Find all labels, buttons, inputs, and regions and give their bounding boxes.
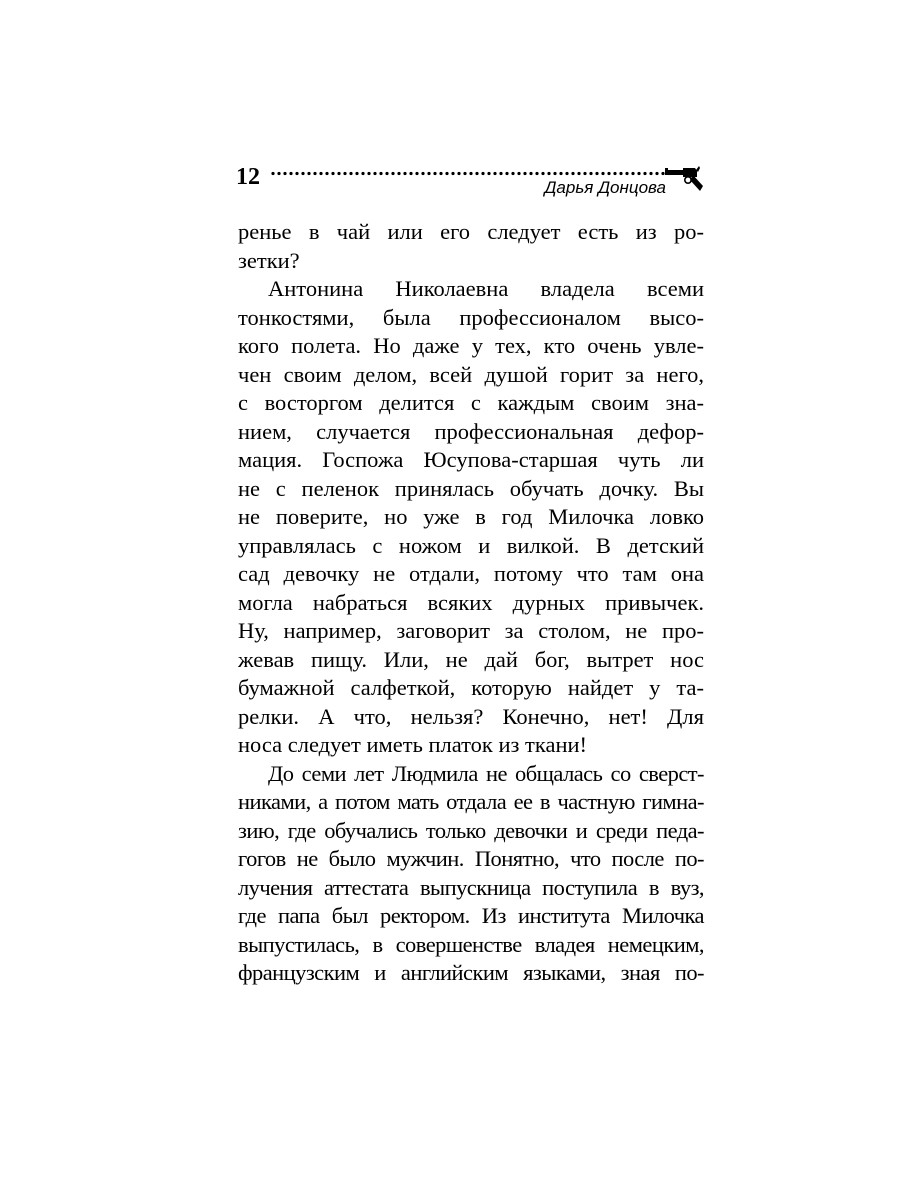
text-line: нием, случается профессиональная дефор-: [238, 418, 704, 444]
dotted-rule: [270, 171, 672, 176]
text-line: мация. Госпожа Юсупова-старшая чуть ли: [238, 447, 704, 472]
text-line: носа следует иметь платок из ткани!: [238, 732, 588, 757]
text-line: зетки?: [238, 247, 300, 273]
author-name: Дарья Донцова: [544, 178, 666, 197]
text-line: выпустилась, в совершенстве владея немецким,: [238, 931, 704, 957]
page-header: [0, 0, 900, 200]
text-line: не с пеленок принялась обучать дочку. Вы: [238, 475, 704, 501]
text-line: кого полета. Но даже у тех, кто очень увле-: [238, 333, 704, 358]
paragraph-start: До семи лет Людмила не общалась со сверст-: [268, 760, 704, 786]
text-line: никами, а потом мать отдала ее в частную гимна-: [238, 789, 704, 814]
revolver-icon: [663, 164, 707, 192]
text-line: зию, где обучались только девочки и среди педа-: [238, 817, 704, 843]
text-line: сад девочку не отдали, потому что там она: [238, 561, 704, 586]
text-line: гогов не было мужчин. Понятно, что после по-: [238, 846, 704, 871]
text-line: лучения аттестата выпускница поступила в вуз,: [238, 874, 704, 900]
text-line: ренье в чай или его следует есть из ро-: [238, 219, 704, 244]
text-line: могла набраться всяких дурных привычек.: [238, 589, 704, 615]
page-number: 12: [236, 164, 260, 190]
text-line: управлялась с ножом и вилкой. В детский: [238, 532, 704, 558]
text-line: бумажной салфеткой, которую найдет у та-: [238, 675, 704, 700]
text-line: где папа был ректором. Из института Милочка: [238, 903, 704, 928]
paragraph-start: Антонина Николаевна владела всеми: [268, 276, 704, 301]
body-text: [238, 218, 704, 988]
text-line: тонкостями, была профессионалом высо-: [238, 304, 704, 330]
text-line: чен своим делом, всей душой горит за него,: [238, 361, 704, 387]
text-line: Ну, например, заговорит за столом, не про-: [238, 618, 704, 643]
text-line: жевав пищу. Или, не дай бог, вытрет нос: [238, 646, 704, 672]
text-line: с восторгом делится с каждым своим зна-: [238, 390, 704, 415]
text-line: релки. А что, нельзя? Конечно, нет! Для: [238, 703, 704, 729]
text-line: не поверите, но уже в год Милочка ловко: [238, 504, 704, 529]
text-line: французским и английским языками, зная по-: [238, 960, 704, 985]
